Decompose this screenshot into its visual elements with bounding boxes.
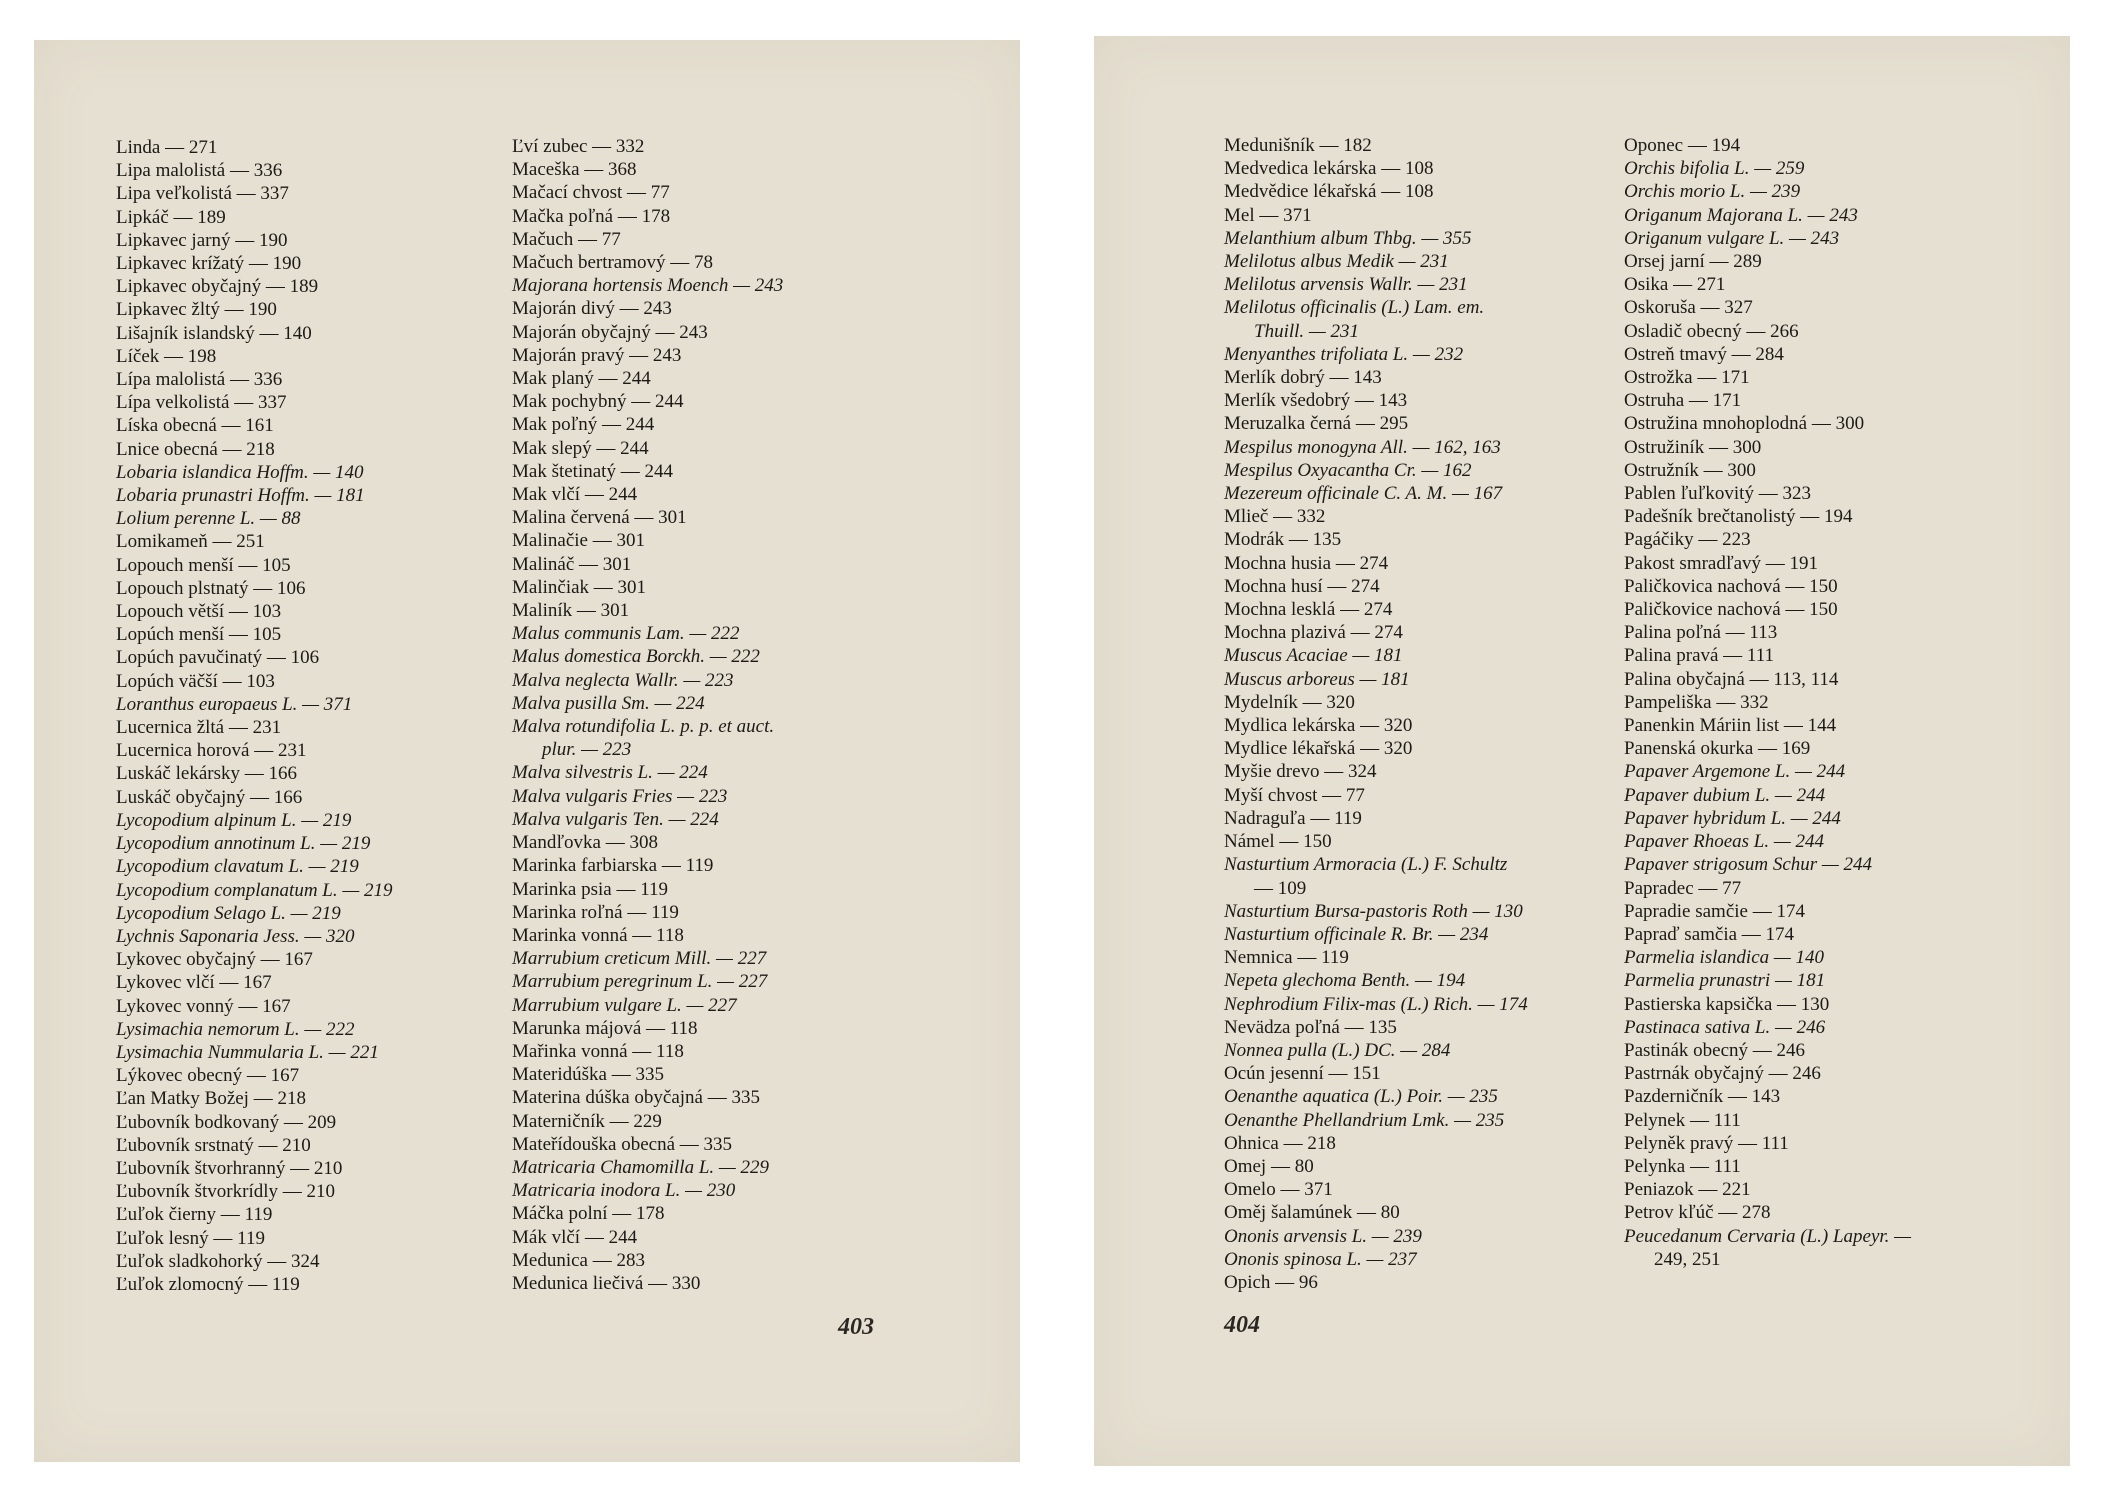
index-entry: Pastinaca sativa L. — 246 (1624, 1016, 1826, 1038)
index-column-left-2 (512, 135, 783, 1295)
page-right (1094, 36, 2070, 1466)
index-entry: Mak slepý — 244 (512, 437, 649, 459)
index-entry: Ľuľok čierny — 119 (116, 1204, 273, 1226)
index-entry: Palina obyčajná — 113, 114 (1624, 668, 1839, 690)
index-entry: Ocún jesenní — 151 (1224, 1063, 1381, 1085)
index-entry: Malinačie — 301 (512, 530, 645, 552)
index-entry: Myšie drevo — 324 (1224, 761, 1377, 783)
index-entry: Petrov kľúč — 278 (1624, 1202, 1771, 1224)
index-entry: Melanthium album Thbg. — 355 (1224, 227, 1472, 249)
index-entry: Melilotus officinalis (L.) Lam. em. (1224, 297, 1485, 319)
index-entry: Omelo — 371 (1224, 1179, 1333, 1201)
index-entry: Mandľovka — 308 (512, 832, 658, 854)
index-entry: Mak planý — 244 (512, 368, 651, 390)
index-entry: Ostružník — 300 (1624, 459, 1756, 481)
index-entry: Nevädza poľná — 135 (1224, 1016, 1397, 1038)
index-entry: Líček — 198 (116, 345, 217, 367)
index-entry: Lopouch menší — 105 (116, 554, 291, 576)
index-entry: Pampeliška — 332 (1624, 691, 1769, 713)
index-entry: Merlík dobrý — 143 (1224, 367, 1382, 389)
index-entry: Origanum vulgare L. — 243 (1624, 227, 1840, 249)
index-entry: Papradie samčie — 174 (1624, 900, 1805, 922)
index-entry: Lopúch menší — 105 (116, 624, 282, 646)
index-entry: Ľuľok lesný — 119 (116, 1227, 265, 1249)
index-entry: Malva vulgaris Fries — 223 (512, 785, 728, 807)
index-entry: Papraď samčia — 174 (1624, 923, 1795, 945)
index-entry: Malva neglecta Wallr. — 223 (512, 669, 734, 691)
page-number-right: 404 (1224, 1312, 1260, 1338)
index-entry: Lopouch větší — 103 (116, 601, 282, 623)
index-entry: Marinka roľná — 119 (512, 901, 679, 923)
index-entry: Lobaria prunastri Hoffm. — 181 (116, 485, 365, 507)
index-entry: Malva pusilla Sm. — 224 (512, 692, 705, 714)
index-entry: Lychnis Saponaria Jess. — 320 (116, 925, 355, 947)
index-entry: Osika — 271 (1624, 274, 1726, 296)
index-entry: Majorán obyčajný — 243 (512, 321, 708, 343)
index-entry: Mařinka vonná — 118 (512, 1040, 684, 1062)
index-entry: Lycopodium alpinum L. — 219 (116, 809, 352, 831)
index-entry: Lolium perenne L. — 88 (116, 508, 301, 530)
index-entry: Mačka poľná — 178 (512, 205, 671, 227)
index-entry: Pakost smradľavý — 191 (1624, 552, 1819, 574)
index-entry: Malva rotundifolia L. p. p. et auct. (512, 716, 775, 738)
index-entry: Majorán divý — 243 (512, 298, 672, 320)
index-entry: Lysimachia Nummularia L. — 221 (116, 1041, 379, 1063)
index-entry: Lomikameň — 251 (116, 531, 265, 553)
index-entry: Papaver Rhoeas L. — 244 (1624, 831, 1825, 853)
index-entry: Ľubovník štvorkrídly — 210 (116, 1181, 336, 1203)
index-entry: Medvedica lekárska — 108 (1224, 158, 1434, 180)
index-entry: Mak pochybný — 244 (512, 391, 684, 413)
index-entry: Nonnea pulla (L.) DC. — 284 (1224, 1039, 1451, 1061)
index-entry: Lípa malolistá — 336 (116, 369, 283, 391)
index-entry: Majorana hortensis Moench — 243 (512, 275, 784, 297)
index-entry: Menyanthes trifoliata L. — 232 (1224, 343, 1464, 365)
index-entry: Orchis morio L. — 239 (1624, 181, 1801, 203)
index-entry: — 109 (1254, 877, 1307, 899)
index-entry: Mak štetinatý — 244 (512, 460, 673, 482)
index-entry: Ostružina mnohoplodná — 300 (1624, 413, 1865, 435)
index-entry: Mydlica lekárska — 320 (1224, 715, 1413, 737)
index-entry: Thuill. — 231 (1254, 320, 1360, 342)
index-entry: Luskáč lekársky — 166 (116, 763, 297, 785)
index-entry: Ľubovník bodkovaný — 209 (116, 1111, 337, 1133)
index-entry: plur. — 223 (542, 739, 632, 761)
index-entry: Máčka polní — 178 (512, 1203, 665, 1225)
index-entry: Mydelník — 320 (1224, 691, 1355, 713)
index-entry: Marinka vonná — 118 (512, 924, 684, 946)
index-entry: Melilotus albus Medik — 231 (1224, 251, 1449, 273)
index-entry: Lipa veľkolistá — 337 (116, 183, 289, 205)
index-entry: Panenská okurka — 169 (1624, 738, 1811, 760)
index-entry: Ľan Matky Božej — 218 (116, 1088, 306, 1110)
index-entry: Marrubium creticum Mill. — 227 (512, 948, 767, 970)
index-entry: Ľuľok zlomocný — 119 (116, 1273, 300, 1295)
index-entry: Ononis arvensis L. — 239 (1224, 1225, 1422, 1247)
index-entry: Mateřídouška obecná — 335 (512, 1133, 733, 1155)
index-entry: Ostruha — 171 (1624, 390, 1742, 412)
index-entry: Lykovec vonný — 167 (116, 995, 291, 1017)
index-entry: Lykovec vlčí — 167 (116, 972, 272, 994)
index-entry: Pastinák obecný — 246 (1624, 1039, 1806, 1061)
index-entry: Pazderničník — 143 (1624, 1086, 1781, 1108)
index-entry: Papradec — 77 (1624, 877, 1742, 899)
index-entry: Palina pravá — 111 (1624, 645, 1775, 667)
index-entry: Pelynka — 111 (1624, 1155, 1741, 1177)
index-entry: Meruzalka černá — 295 (1224, 413, 1409, 435)
index-entry: Lycopodium clavatum L. — 219 (116, 856, 359, 878)
index-entry: Mačací chvost — 77 (512, 182, 670, 204)
index-entry: Materina dúška obyčajná — 335 (512, 1087, 760, 1109)
index-entry: Nemnica — 119 (1224, 947, 1349, 969)
index-entry: Mel — 371 (1224, 204, 1312, 226)
index-entry: Lopouch plstnatý — 106 (116, 577, 306, 599)
index-entry: Malus communis Lam. — 222 (512, 623, 740, 645)
page-number-left: 403 (838, 1314, 874, 1340)
index-entry: Mák vlčí — 244 (512, 1226, 638, 1248)
index-entry: Papaver hybridum L. — 244 (1624, 807, 1841, 829)
index-entry: Muscus arboreus — 181 (1224, 668, 1410, 690)
index-entry: Lucernica žltá — 231 (116, 717, 282, 739)
index-entry: Maceška — 368 (512, 159, 637, 181)
index-entry: Marunka májová — 118 (512, 1017, 698, 1039)
index-entry: Paličkovica nachová — 150 (1624, 575, 1838, 597)
index-entry: Matricaria Chamomilla L. — 229 (512, 1156, 770, 1178)
index-entry: Lipkavec obyčajný — 189 (116, 276, 319, 298)
index-entry: Lucernica horová — 231 (116, 740, 307, 762)
index-entry: Panenkin Máriin list — 144 (1624, 715, 1837, 737)
index-entry: Parmelia prunastri — 181 (1624, 970, 1826, 992)
index-entry: Malina červená — 301 (512, 507, 687, 529)
index-entry: Lopúch pavučinatý — 106 (116, 647, 320, 669)
index-entry: Matricaria inodora L. — 230 (512, 1180, 736, 1202)
index-entry: Papaver Argemone L. — 244 (1624, 761, 1846, 783)
index-entry: Lišajník islandský — 140 (116, 322, 312, 344)
index-entry: Ostrožka — 171 (1624, 367, 1750, 389)
index-column-left-1 (116, 136, 393, 1296)
index-entry: Opich — 96 (1224, 1271, 1318, 1293)
index-entry: 249, 251 (1654, 1248, 1721, 1270)
index-entry: Mačuch bertramový — 78 (512, 252, 714, 274)
index-entry: Ostreň tmavý — 284 (1624, 343, 1784, 365)
index-entry: Peucedanum Cervaria (L.) Lapeyr. — (1624, 1225, 1912, 1247)
index-entry: Medunišník — 182 (1224, 135, 1372, 156)
index-entry: Ľuľok sladkohorký — 324 (116, 1250, 320, 1272)
index-entry: Mačuch — 77 (512, 228, 621, 250)
index-entry: Pagáčiky — 223 (1624, 529, 1751, 551)
index-entry: Nasturtium officinale R. Br. — 234 (1224, 923, 1489, 945)
index-entry: Lipkavec žltý — 190 (116, 299, 277, 321)
index-entry: Orchis bifolia L. — 259 (1624, 158, 1805, 180)
index-entry: Malinčiak — 301 (512, 576, 647, 598)
index-entry: Melilotus arvensis Wallr. — 231 (1224, 274, 1468, 296)
index-entry: Malus domestica Borckh. — 222 (512, 646, 760, 668)
index-entry: Medunica — 283 (512, 1249, 645, 1271)
index-entry: Mochna lesklá — 274 (1224, 599, 1393, 621)
index-entry: Nasturtium Bursa-pastoris Roth — 130 (1224, 900, 1523, 922)
index-entry: Lobaria islandica Hoffm. — 140 (116, 461, 364, 483)
index-entry: Peniazok — 221 (1624, 1179, 1751, 1201)
index-entry: Lipa malolistá — 336 (116, 160, 283, 182)
index-entry: Materidúška — 335 (512, 1064, 664, 1086)
index-entry: Mak vlčí — 244 (512, 484, 638, 506)
index-entry: Pastierska kapsička — 130 (1624, 993, 1830, 1015)
index-entry: Omej — 80 (1224, 1155, 1314, 1177)
index-entry: Mochna husia — 274 (1224, 552, 1389, 574)
index-entry: Mlieč — 332 (1224, 506, 1326, 528)
index-entry: Pelynek — 111 (1624, 1109, 1741, 1131)
index-entry: Lipkáč — 189 (116, 206, 226, 228)
index-entry: Pelyněk pravý — 111 (1624, 1132, 1789, 1154)
index-entry: Lysimachia nemorum L. — 222 (116, 1018, 355, 1040)
index-entry: Lycopodium complanatum L. — 219 (116, 879, 393, 901)
index-entry: Marrubium vulgare L. — 227 (512, 994, 737, 1016)
index-entry: Mespilus Oxyacantha Cr. — 162 (1224, 459, 1472, 481)
index-column-right-1 (1224, 134, 1528, 1294)
index-entry: Maliník — 301 (512, 600, 630, 622)
index-entry: Lopúch väčší — 103 (116, 670, 275, 692)
index-entry: Lycopodium Selago L. — 219 (116, 902, 341, 924)
index-entry: Orsej jarní — 289 (1624, 251, 1762, 273)
index-entry: Papaver strigosum Schur — 244 (1624, 854, 1873, 876)
index-entry: Oměj šalamúnek — 80 (1224, 1202, 1400, 1224)
index-entry: Mochna plazivá — 274 (1224, 622, 1403, 644)
index-entry: Námel — 150 (1224, 831, 1332, 853)
index-entry: Mezereum officinale C. A. M. — 167 (1224, 483, 1503, 505)
index-entry: Modrák — 135 (1224, 529, 1342, 551)
index-entry: Paličkovice nachová — 150 (1624, 599, 1838, 621)
index-entry: Mochna husí — 274 (1224, 575, 1380, 597)
index-entry: Merlík všedobrý — 143 (1224, 390, 1408, 412)
index-entry: Nephrodium Filix-mas (L.) Rich. — 174 (1224, 993, 1528, 1015)
index-entry: Marinka psia — 119 (512, 878, 669, 900)
index-entry: Linda — 271 (116, 137, 218, 158)
index-entry: Materničník — 229 (512, 1110, 662, 1132)
index-entry: Mak poľný — 244 (512, 414, 655, 436)
index-entry: Lipkavec jarný — 190 (116, 229, 288, 251)
index-entry: Marinka farbiarska — 119 (512, 855, 714, 877)
index-entry: Oenanthe aquatica (L.) Poir. — 235 (1224, 1086, 1498, 1108)
index-entry: Oponec — 194 (1624, 135, 1741, 156)
index-entry: Marrubium peregrinum L. — 227 (512, 971, 768, 993)
index-entry: Majorán pravý — 243 (512, 344, 682, 366)
index-entry: Líska obecná — 161 (116, 415, 274, 437)
index-entry: Ohnica — 218 (1224, 1132, 1336, 1154)
index-entry: Nadraguľa — 119 (1224, 807, 1362, 829)
index-entry: Lýkovec obecný — 167 (116, 1065, 300, 1087)
index-entry: Papaver dubium L. — 244 (1624, 784, 1826, 806)
index-entry: Osladič obecný — 266 (1624, 320, 1799, 342)
index-entry: Nasturtium Armoracia (L.) F. Schultz (1224, 854, 1508, 876)
index-entry: Lycopodium annotinum L. — 219 (116, 833, 371, 855)
index-entry: Mespilus monogyna All. — 162, 163 (1224, 436, 1501, 458)
page-left (34, 40, 1020, 1462)
index-entry: Lipkavec krížatý — 190 (116, 253, 302, 275)
index-entry: Luskáč obyčajný — 166 (116, 786, 303, 808)
index-entry: Pablen ľuľkovitý — 323 (1624, 483, 1811, 505)
index-entry: Ľví zubec — 332 (512, 136, 645, 157)
index-entry: Padešník brečtanolistý — 194 (1624, 506, 1853, 528)
index-entry: Mydlice lékařská — 320 (1224, 738, 1413, 760)
index-entry: Myší chvost — 77 (1224, 784, 1365, 806)
index-column-right-2 (1624, 134, 1911, 1271)
index-entry: Pastrnák obyčajný — 246 (1624, 1063, 1821, 1085)
index-entry: Muscus Acaciae — 181 (1224, 645, 1403, 667)
index-entry: Ostružiník — 300 (1624, 436, 1762, 458)
index-entry: Medunica liečivá — 330 (512, 1272, 701, 1294)
index-entry: Oskoruša — 327 (1624, 297, 1753, 319)
index-entry: Oenanthe Phellandrium Lmk. — 235 (1224, 1109, 1505, 1131)
index-entry: Lykovec obyčajný — 167 (116, 949, 313, 971)
index-entry: Lípa velkolistá — 337 (116, 392, 287, 414)
index-entry: Malva vulgaris Ten. — 224 (512, 808, 719, 830)
index-entry: Malináč — 301 (512, 553, 632, 575)
index-entry: Palina poľná — 113 (1624, 622, 1778, 644)
index-entry: Ľubovník štvorhranný — 210 (116, 1157, 343, 1179)
index-entry: Ononis spinosa L. — 237 (1224, 1248, 1417, 1270)
index-entry: Ľubovník srstnatý — 210 (116, 1134, 311, 1156)
index-entry: Lnice obecná — 218 (116, 438, 275, 460)
index-entry: Nepeta glechoma Benth. — 194 (1224, 970, 1466, 992)
index-entry: Loranthus europaeus L. — 371 (116, 693, 353, 715)
index-entry: Parmelia islandica — 140 (1624, 947, 1825, 969)
index-entry: Medvědice lékařská — 108 (1224, 181, 1434, 203)
index-entry: Origanum Majorana L. — 243 (1624, 204, 1858, 226)
index-entry: Malva silvestris L. — 224 (512, 762, 708, 784)
